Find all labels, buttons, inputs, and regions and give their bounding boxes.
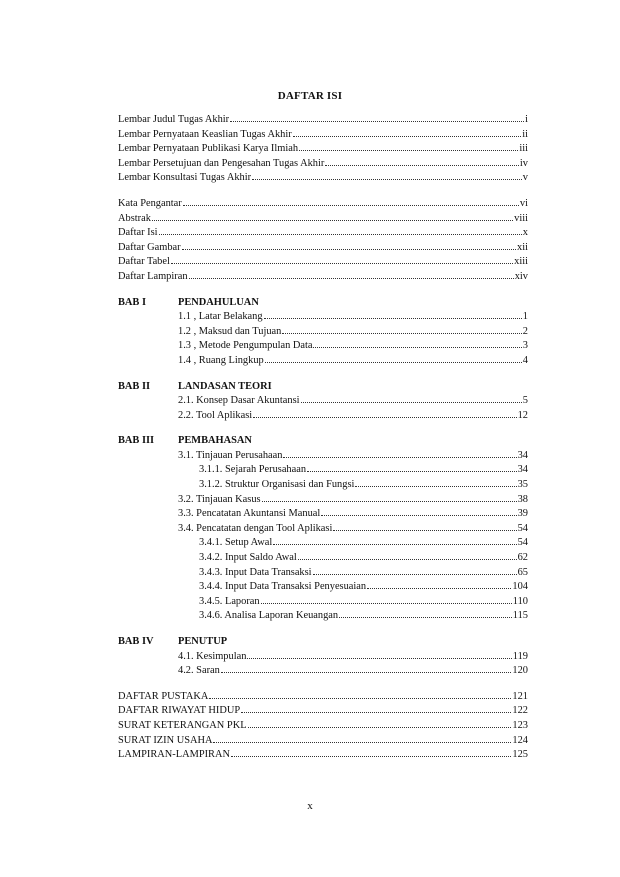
dot-leader: [231, 755, 511, 757]
toc-entry-page: x: [522, 227, 528, 239]
toc-entry-label: Lembar Judul Tugas Akhir: [118, 114, 230, 125]
chapter-title: PENUTUP: [178, 636, 228, 647]
toc-entry-page: 54: [517, 537, 528, 549]
dot-leader: [355, 485, 516, 487]
toc-entry-label: 2.1. Konsep Dasar Akuntansi: [178, 395, 300, 407]
toc-entry: [118, 478, 528, 493]
dot-leader: [247, 657, 511, 659]
chapter-number: BAB II: [118, 380, 151, 392]
dot-leader: [339, 616, 512, 618]
toc-entry: [118, 197, 528, 212]
toc-entry-page: 1: [522, 311, 528, 323]
toc-entry-label: Daftar Tabel: [118, 256, 170, 268]
toc-entry-label: DAFTAR PUSTAKA: [118, 690, 209, 702]
table-of-contents: [118, 113, 528, 763]
toc-entry-page: 122: [512, 705, 528, 717]
toc-entry: [118, 734, 528, 749]
dot-leader: [307, 470, 517, 472]
dot-leader: [189, 277, 514, 279]
chapter-number: BAB III: [118, 435, 155, 447]
toc-entry-page: iv: [519, 157, 528, 169]
toc-entry: [118, 226, 528, 241]
toc-entry-label: 3.3. Pencatatan Akuntansi Manual: [178, 508, 321, 520]
toc-entry-page: xii: [517, 241, 528, 253]
toc-entry-page: 119: [512, 650, 528, 662]
dot-leader: [313, 346, 521, 348]
toc-entry: [118, 580, 528, 595]
toc-entry: [118, 507, 528, 522]
toc-entry-label: 3.4.3. Input Data Transaksi: [199, 566, 312, 578]
toc-entry-page: 4: [522, 354, 528, 366]
dot-leader: [298, 558, 517, 560]
toc-entry: [118, 566, 528, 581]
toc-entry: [118, 719, 528, 734]
toc-entry: [118, 595, 528, 610]
toc-entry-page: vi: [519, 197, 528, 209]
toc-entry-label: 3.1.1. Sejarah Perusahaan: [199, 464, 307, 476]
toc-entry-label: 1.1 , Latar Belakang: [178, 311, 263, 323]
dot-leader: [182, 248, 516, 250]
dot-leader: [262, 500, 517, 502]
toc-entry-page: 125: [512, 749, 528, 761]
dot-leader: [252, 178, 522, 180]
toc-entry-page: v: [522, 172, 528, 184]
chapter-title: PEMBAHASAN: [178, 435, 252, 447]
dot-leader: [241, 711, 511, 713]
dot-leader: [159, 233, 522, 235]
dot-leader: [213, 741, 511, 743]
page-number: x: [307, 800, 313, 812]
toc-entry: [118, 409, 528, 424]
toc-entry-page: 110: [512, 595, 528, 607]
toc-entry-label: SURAT KETERANGAN PKL: [118, 719, 247, 731]
toc-entry: [118, 113, 528, 128]
dot-leader: [333, 529, 516, 531]
toc-entry: [118, 609, 528, 624]
toc-entry: [118, 463, 528, 478]
toc-entry-page: 121: [512, 690, 528, 702]
dot-leader: [209, 697, 511, 699]
toc-entry-page: 5: [522, 395, 528, 407]
toc-entry: [118, 157, 528, 172]
toc-entry-label: 3.4.5. Laporan: [199, 595, 260, 607]
toc-entry-page: xiii: [514, 256, 528, 268]
toc-entry-page: 3: [522, 340, 528, 352]
toc-entry-label: Lembar Konsultasi Tugas Akhir: [118, 172, 252, 184]
toc-entry-page: 62: [517, 552, 528, 564]
dot-leader: [283, 456, 516, 458]
toc-entry: [118, 354, 528, 369]
toc-entry-label: 3.4.1. Setup Awal: [199, 537, 273, 549]
dot-leader: [152, 219, 513, 221]
toc-entry-label: 1.3 , Metode Pengumpulan Data: [178, 340, 313, 352]
toc-entry-page: i: [525, 114, 528, 125]
chapter-heading: [118, 296, 528, 311]
toc-entry-page: 115: [512, 610, 528, 622]
toc-entry-page: 124: [512, 734, 528, 746]
toc-entry: [118, 449, 528, 464]
toc-entry-page: 123: [512, 719, 528, 731]
toc-entry: [118, 310, 528, 325]
toc-entry-label: 3.4.2. Input Saldo Awal: [199, 552, 297, 564]
toc-entry-label: Daftar Isi: [118, 227, 158, 239]
chapter-heading: [118, 380, 528, 395]
toc-entry-page: 35: [517, 479, 528, 491]
spacer: [118, 423, 528, 434]
dot-leader: [273, 543, 516, 545]
dot-leader: [265, 361, 522, 363]
toc-entry-label: Daftar Gambar: [118, 241, 181, 253]
toc-entry-label: Kata Pengantar: [118, 197, 182, 209]
chapter-number: BAB I: [118, 296, 147, 308]
dot-leader: [313, 573, 517, 575]
dot-leader: [264, 317, 522, 319]
toc-entry: [118, 664, 528, 679]
toc-entry-label: Lembar Pernyataan Publikasi Karya Ilmiah: [118, 143, 299, 155]
toc-entry: [118, 394, 528, 409]
toc-entry-page: viii: [514, 212, 528, 224]
toc-entry-page: 54: [517, 522, 528, 534]
chapter-number: BAB IV: [118, 636, 154, 647]
toc-entry-page: 65: [517, 566, 528, 578]
toc-entry-label: 3.2. Tinjauan Kasus: [178, 493, 261, 505]
chapter-title: LANDASAN TEORI: [178, 380, 272, 392]
dot-leader: [183, 204, 519, 206]
toc-entry-label: 2.2. Tool Aplikasi: [178, 409, 253, 421]
spacer: [118, 369, 528, 380]
toc-entry-label: 1.2 , Maksud dan Tujuan: [178, 325, 282, 337]
spacer: [118, 679, 528, 690]
dot-leader: [299, 149, 518, 151]
toc-entry-label: 4.1. Kesimpulan: [178, 650, 247, 662]
chapter-heading: [118, 635, 528, 650]
toc-entry-label: 3.4.4. Input Data Transaksi Penyesuaian: [199, 581, 367, 593]
toc-entry: [118, 536, 528, 551]
dot-leader: [282, 332, 521, 334]
toc-entry-label: LAMPIRAN-LAMPIRAN: [118, 749, 230, 761]
toc-entry-page: ii: [522, 128, 528, 140]
toc-entry: [118, 128, 528, 143]
chapter-title: PENDAHULUAN: [178, 296, 259, 308]
dot-leader: [221, 671, 512, 673]
toc-entry-page: 39: [517, 508, 528, 520]
spacer: [118, 186, 528, 197]
toc-entry-page: 34: [517, 464, 528, 476]
toc-entry-page: iii: [519, 143, 528, 155]
dot-leader: [367, 587, 511, 589]
toc-entry-page: 104: [512, 581, 528, 593]
toc-entry-label: Lembar Pernyataan Keaslian Tugas Akhir: [118, 128, 292, 140]
dot-leader: [301, 401, 522, 403]
toc-entry: [118, 551, 528, 566]
dot-leader: [248, 726, 512, 728]
toc-entry-page: 38: [517, 493, 528, 505]
toc-entry-label: 1.4 , Ruang Lingkup: [178, 354, 264, 366]
dot-leader: [325, 164, 519, 166]
toc-entry-label: DAFTAR RIWAYAT HIDUP: [118, 705, 241, 717]
toc-entry-page: 120: [512, 665, 528, 677]
toc-entry: [118, 339, 528, 354]
toc-entry: [118, 255, 528, 270]
chapter-heading: [118, 434, 528, 449]
toc-entry-page: 2: [522, 325, 528, 337]
dot-leader: [171, 262, 513, 264]
toc-entry-label: 3.1. Tinjauan Perusahaan: [178, 449, 283, 461]
toc-entry: [118, 650, 528, 665]
toc-entry-label: Abstrak: [118, 212, 151, 224]
toc-entry-label: SURAT IZIN USAHA: [118, 734, 213, 746]
toc-entry: [118, 241, 528, 256]
toc-entry: [118, 270, 528, 285]
toc-entry: [118, 748, 528, 763]
dot-leader: [230, 120, 524, 122]
dot-leader: [253, 416, 516, 418]
dot-leader: [261, 602, 512, 604]
spacer: [118, 285, 528, 296]
toc-entry-page: 12: [517, 409, 528, 421]
spacer: [118, 624, 528, 635]
toc-entry: [118, 142, 528, 157]
toc-entry-label: 3.4.6. Analisa Laporan Keuangan: [199, 610, 339, 622]
page-title: DAFTAR ISI: [277, 90, 343, 102]
toc-entry-label: 4.2. Saran: [178, 665, 220, 677]
toc-entry-page: 34: [517, 449, 528, 461]
toc-entry: [118, 704, 528, 719]
toc-entry-label: 3.1.2. Struktur Organisasi dan Fungsi: [199, 479, 355, 491]
toc-entry: [118, 212, 528, 227]
toc-entry: [118, 493, 528, 508]
toc-entry: [118, 522, 528, 537]
dot-leader: [321, 514, 516, 516]
toc-entry-label: Daftar Lampiran: [118, 270, 188, 282]
toc-entry: [118, 325, 528, 340]
toc-entry: [118, 171, 528, 186]
toc-entry-page: xiv: [514, 270, 528, 282]
toc-entry-label: Lembar Persetujuan dan Pengesahan Tugas Akhir: [118, 157, 325, 169]
toc-entry: [118, 690, 528, 705]
dot-leader: [293, 135, 522, 137]
toc-entry-label: 3.4. Pencatatan dengan Tool Aplikasi: [178, 522, 333, 534]
